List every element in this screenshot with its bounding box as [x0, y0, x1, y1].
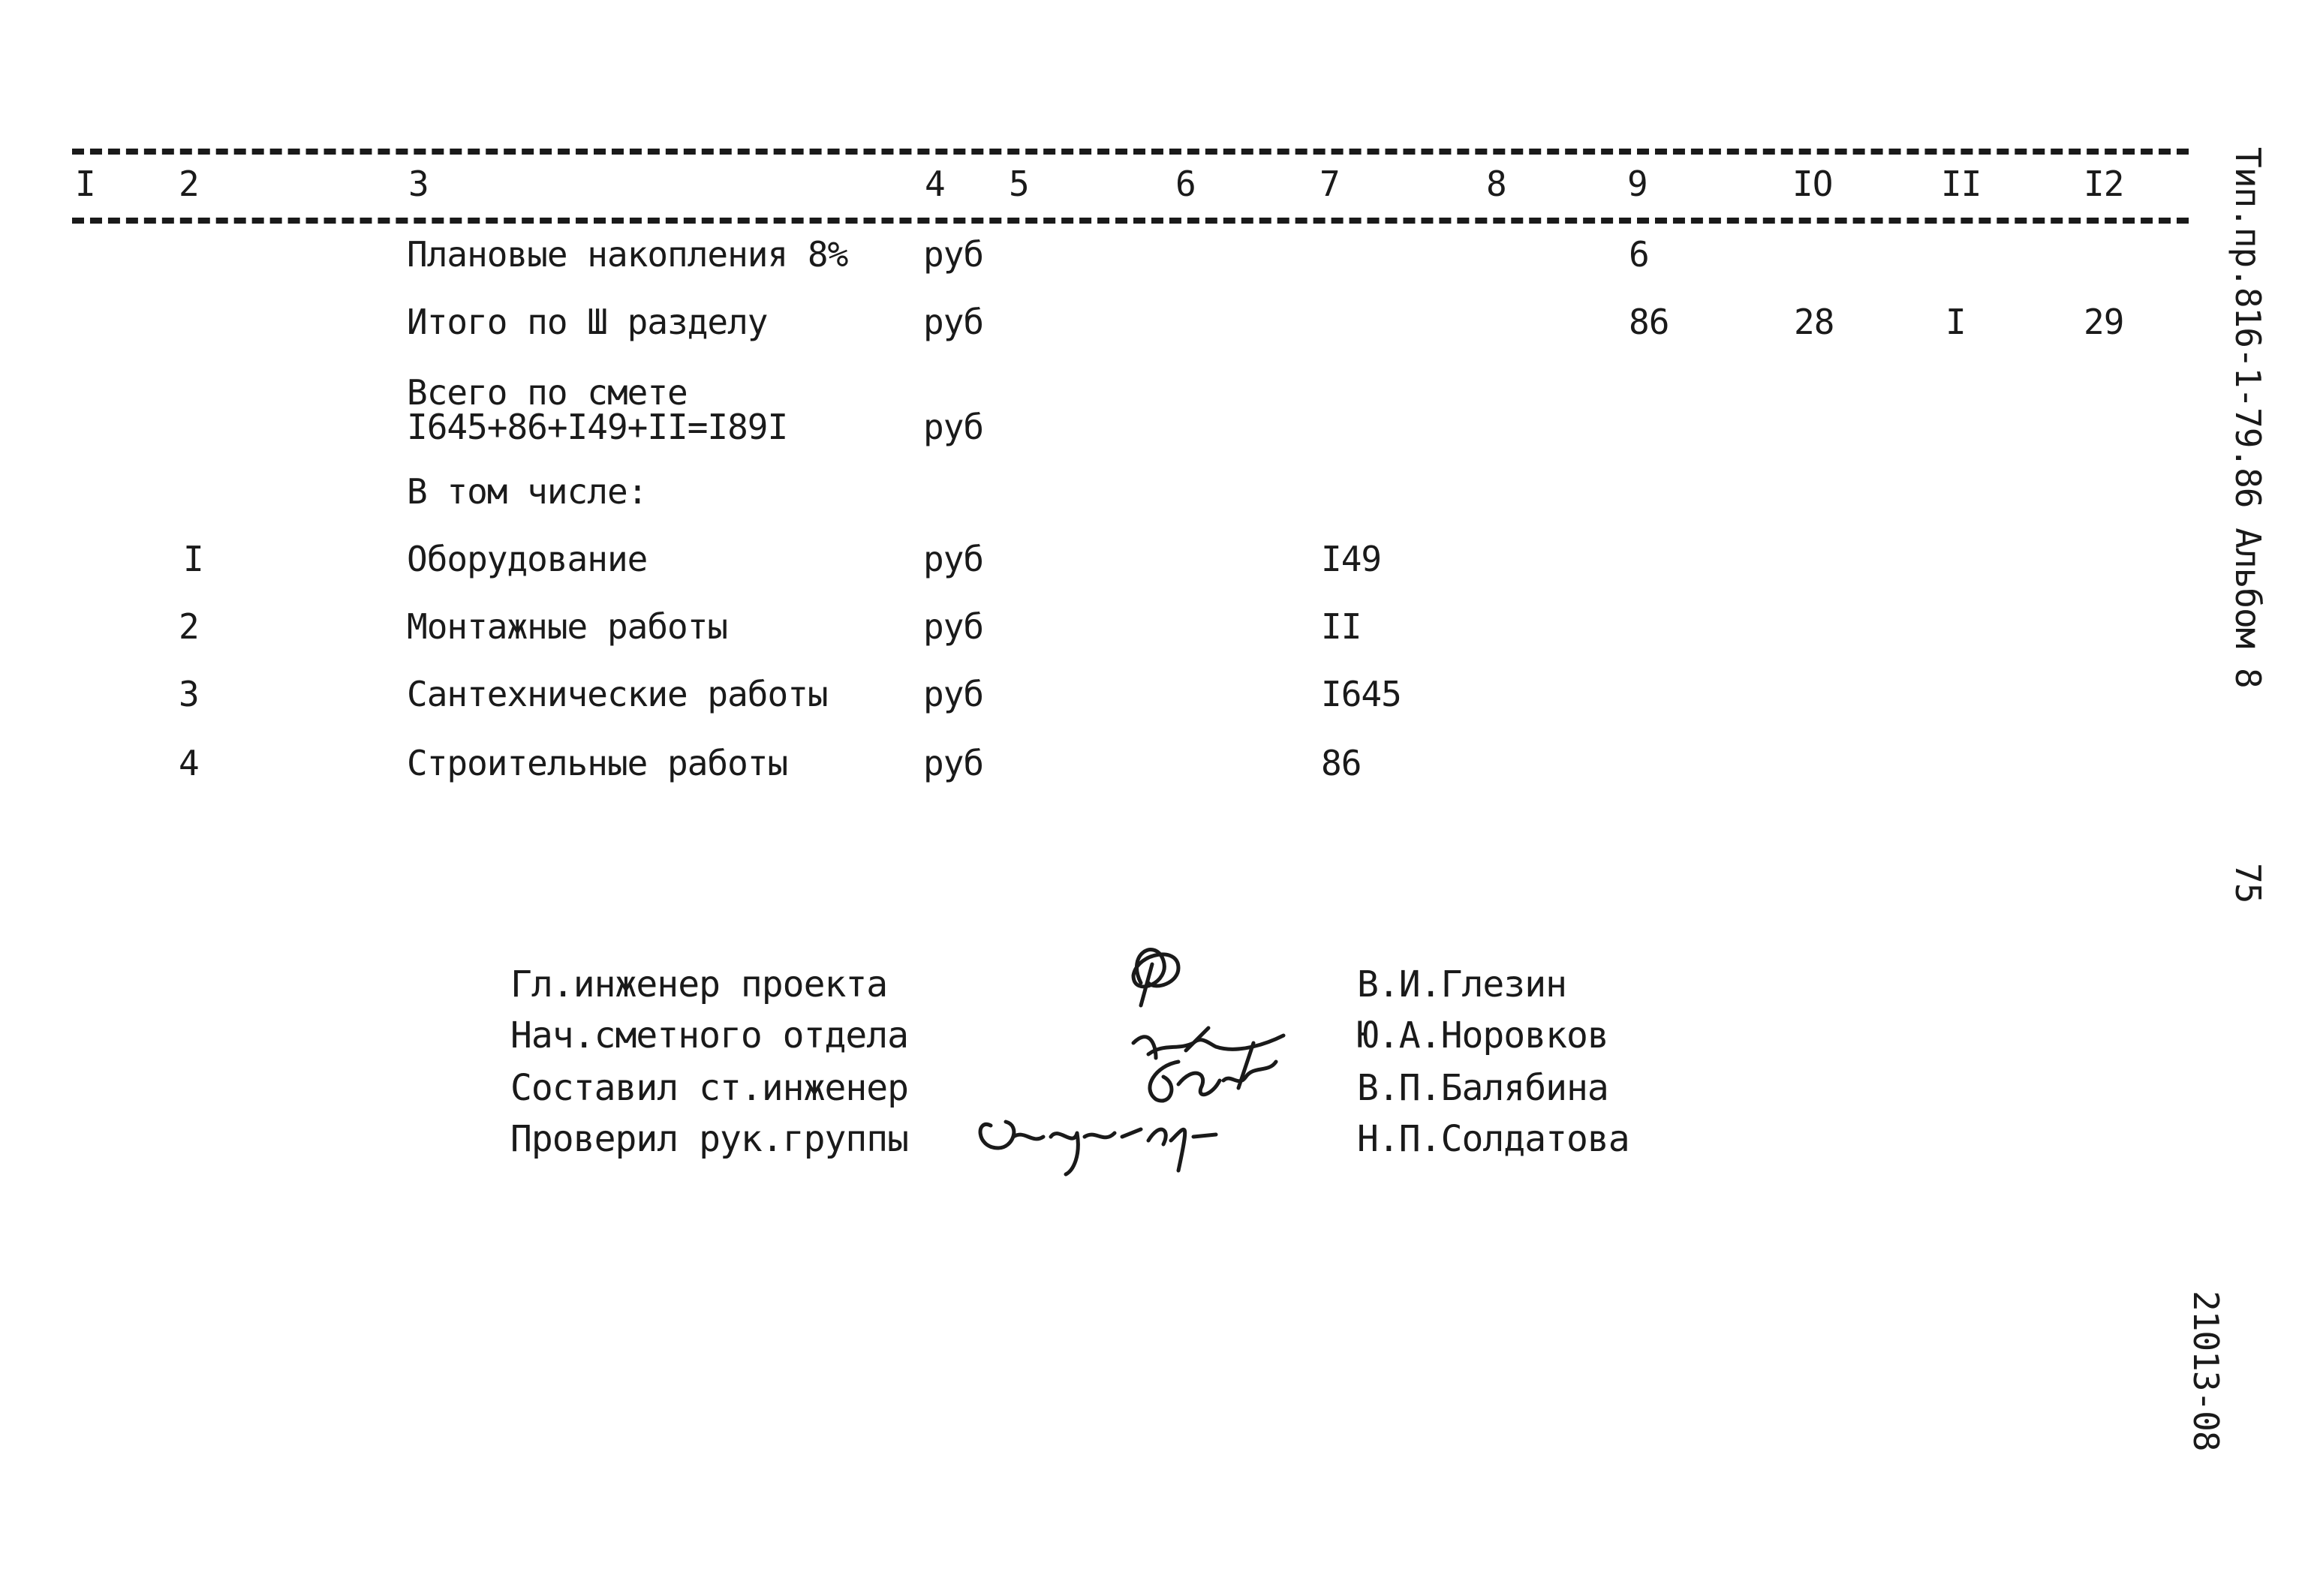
col-header-2: 2	[179, 164, 199, 204]
item-4-col7: 86	[1321, 743, 1362, 783]
col-header-11: II	[1941, 164, 1982, 204]
row-grand-total-unit: руб	[923, 407, 984, 447]
signature-name-balyabina: В.П.Балябина	[1357, 1067, 1608, 1109]
item-1-col7: I49	[1321, 539, 1382, 579]
row-total-col12: 29	[2084, 302, 2124, 342]
col-header-8: 8	[1486, 164, 1506, 204]
row-grand-total-line2: I645+86+I49+II=I89I	[407, 407, 788, 447]
col-header-7: 7	[1320, 164, 1340, 204]
item-2-unit: руб	[923, 606, 984, 647]
item-1-number: I	[183, 539, 203, 579]
row-planned-unit: руб	[923, 234, 984, 275]
header-top-rule	[72, 149, 2189, 155]
item-3-col7: I645	[1321, 674, 1401, 714]
col-header-10: IO	[1792, 164, 1833, 204]
handwritten-signatures	[953, 930, 1374, 1216]
row-total-col11: I	[1945, 302, 1966, 342]
project-code-label: Тип.пр.816-1-79.86 Альбом 8	[2228, 147, 2268, 688]
row-planned-desc: Плановые накопления 8%	[407, 234, 848, 275]
signature-name-soldatova: Н.П.Солдатова	[1357, 1118, 1629, 1160]
item-1-unit: руб	[923, 539, 984, 579]
signature-role-checker: Проверил рук.группы	[510, 1118, 909, 1160]
item-3-unit: руб	[923, 674, 984, 714]
col-header-3: 3	[408, 164, 429, 204]
col-header-5: 5	[1009, 164, 1029, 204]
item-4-unit: руб	[923, 743, 984, 783]
item-3-desc: Сантехнические работы	[407, 674, 828, 714]
item-2-desc: Монтажные работы	[407, 606, 728, 647]
signature-scribble-glezin	[1133, 950, 1178, 1005]
item-4-desc: Строительные работы	[407, 743, 788, 783]
signature-scribble-soldatova	[980, 1122, 1216, 1174]
row-total-col10: 28	[1794, 302, 1834, 342]
page-number: 75	[2228, 863, 2268, 903]
item-3-number: 3	[179, 674, 199, 714]
item-1-desc: Оборудование	[407, 539, 648, 579]
archive-number: 21013-08	[2186, 1291, 2226, 1451]
header-bottom-rule	[72, 218, 2189, 224]
row-grand-total-line1: Всего по смете	[407, 372, 688, 413]
signature-role-compiler: Составил ст.инженер	[510, 1067, 909, 1109]
row-planned-col9: 6	[1629, 234, 1649, 275]
row-including-desc: В том числе:	[407, 471, 648, 512]
col-header-1: I	[75, 164, 95, 204]
row-total-desc: Итого по Ш разделу	[407, 302, 768, 342]
signature-role-chief-engineer: Гл.инженер проекта	[510, 963, 888, 1005]
signature-scribble-norovkov	[1133, 1028, 1283, 1058]
signature-name-norovkov: Ю.А.Норовков	[1357, 1014, 1608, 1056]
col-header-12: I2	[2084, 164, 2124, 204]
item-2-number: 2	[179, 606, 199, 647]
col-header-4: 4	[925, 164, 945, 204]
signature-name-glezin: В.И.Глезин	[1357, 963, 1566, 1005]
col-header-9: 9	[1627, 164, 1648, 204]
signature-role-estimate-head: Нач.сметного отдела	[510, 1014, 909, 1056]
row-total-col9: 86	[1629, 302, 1669, 342]
signature-scribble-balyabina	[1150, 1043, 1276, 1101]
item-4-number: 4	[179, 743, 199, 783]
item-2-col7: II	[1321, 606, 1362, 647]
row-total-unit: руб	[923, 302, 984, 342]
col-header-6: 6	[1175, 164, 1196, 204]
